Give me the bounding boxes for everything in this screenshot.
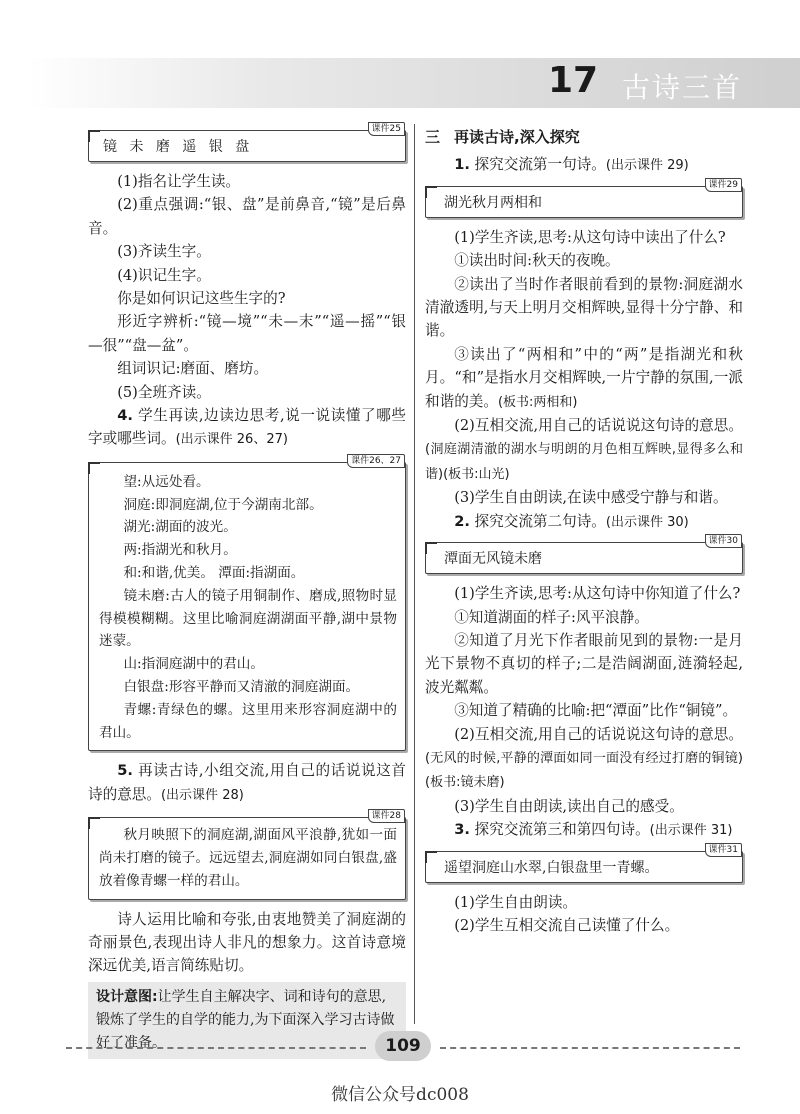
step-1 bbox=[425, 153, 743, 177]
item: 你是如何识记这些生字的? bbox=[117, 290, 286, 308]
card-text: 遥望洞庭山水翠,白银盘里一青螺。 bbox=[444, 859, 659, 876]
card-text: 镜 未 磨 遥 银 盘 bbox=[103, 139, 254, 155]
item: (1)学生自由朗读。 bbox=[454, 893, 578, 911]
lesson-number: 17 bbox=[548, 60, 599, 101]
step-text: 学生再读,边读边思考,说一说读懂了哪些字或哪些词。 bbox=[88, 407, 407, 448]
item: ①读出时间:秋天的夜晚。 bbox=[454, 252, 620, 270]
definition: 镜未磨:古人的镜子用铜制作、磨成,照物时显得模模糊糊。这里比喻洞庭湖湖面平静,湖中景物迷蒙。 bbox=[99, 587, 397, 650]
courseware-card-26-27 bbox=[88, 455, 406, 752]
item: 组词识记:磨面、磨坊。 bbox=[117, 360, 269, 378]
design-intent-text: 让学生自主解决字、词和诗句的意思,锻炼了学生的自学的能力,为下面深入学习古诗做好了准备。 bbox=[96, 988, 395, 1051]
courseware-tag: 课件26、27 bbox=[347, 454, 405, 468]
item: (1)指名让学生读。 bbox=[117, 173, 241, 190]
step-5 bbox=[88, 759, 406, 807]
section-heading bbox=[425, 126, 743, 149]
item: (2)重点强调:“银、盘”是前鼻音,“镜”是后鼻音。 bbox=[88, 196, 406, 237]
item: ②读出了当时作者眼前看到的景物:洞庭湖水清澈透明,与天上明月交相辉映,显得十分宁静、和谐。 bbox=[425, 275, 743, 340]
item: ③知道了精确的比喻:把“潭面”比作“铜镜”。 bbox=[454, 702, 738, 720]
item: (1)学生齐读,思考:从这句诗中你知道了什么? bbox=[454, 585, 741, 603]
courseware-ref: (出示课件 31) bbox=[649, 823, 733, 839]
step-number: 2. bbox=[454, 512, 470, 530]
item-text: (2)互相交流,用自己的话说说这句诗的意思。 bbox=[454, 725, 743, 743]
courseware-tag: 课件25 bbox=[368, 122, 405, 136]
definition: 山:指洞庭湖中的君山。 bbox=[123, 656, 264, 673]
explanation-note: (无风的时候,平静的潭面如同一面没有经过打磨的铜镜)(板书:镜未磨) bbox=[425, 750, 743, 791]
item: (1)学生齐读,思考:从这句诗中读出了什么? bbox=[454, 228, 726, 246]
lesson-title: 古诗三首 bbox=[622, 71, 743, 104]
definition: 湖光:湖面的波光。 bbox=[123, 519, 237, 536]
card-text: 湖光秋月两相和 bbox=[444, 194, 542, 211]
definition: 两:指湖光和秋月。 bbox=[123, 542, 237, 559]
item: (2)学生互相交流自己读懂了什么。 bbox=[454, 916, 680, 934]
card-text: 秋月映照下的洞庭湖,湖面风平浪静,犹如一面尚未打磨的镜子。远远望去,洞庭湖如同白银盘,盛放着像青螺一样的君山。 bbox=[99, 827, 397, 889]
card-text: 潭面无风镜未磨 bbox=[444, 551, 542, 568]
left-column bbox=[88, 124, 406, 1059]
definition: 和:和谐,优美。 潭面:指湖面。 bbox=[123, 565, 305, 582]
right-column bbox=[425, 124, 743, 937]
courseware-tag: 课件31 bbox=[705, 843, 742, 857]
step-4 bbox=[88, 404, 406, 452]
item-text: ③读出了“两相和”中的“两”是指湖光和秋月。“和”是指水月交相辉映,一片宁静的氛围,一派和谐的美。 bbox=[425, 345, 743, 410]
step-3 bbox=[425, 818, 743, 842]
step-number: 1. bbox=[454, 156, 470, 174]
step-number: 3. bbox=[454, 821, 470, 839]
board-note: (板书:两相和) bbox=[497, 394, 578, 410]
footer-dash-left bbox=[66, 1047, 366, 1049]
courseware-card-28 bbox=[88, 811, 406, 899]
item: ①知道湖面的样子:风平浪静。 bbox=[454, 608, 649, 626]
courseware-card-30 bbox=[425, 536, 743, 574]
item: (3)学生自由朗读,在读中感受宁静与和谐。 bbox=[454, 489, 728, 507]
courseware-ref: (出示课件 30) bbox=[605, 514, 689, 530]
footer-dash-right bbox=[440, 1047, 740, 1049]
item: (3)学生自由朗读,读出自己的感受。 bbox=[454, 797, 684, 815]
page-number: 109 bbox=[375, 1031, 431, 1061]
definition: 洞庭:即洞庭湖,位于今湖南北部。 bbox=[123, 496, 323, 513]
definition: 青螺:青绿色的螺。这里用来形容洞庭湖中的君山。 bbox=[99, 701, 397, 741]
watermark: 微信公众号dc008 bbox=[331, 1085, 469, 1105]
item: 形近字辨析:“镜—境”“未—末”“遥—摇”“银—很”“盘—盆”。 bbox=[88, 313, 406, 354]
step-2 bbox=[425, 510, 743, 534]
courseware-tag: 课件28 bbox=[368, 809, 405, 823]
step-number: 4. bbox=[117, 407, 133, 425]
step-text: 探究交流第三和第四句诗。 bbox=[474, 821, 650, 839]
courseware-ref: (出示课件 26、27) bbox=[175, 432, 288, 448]
courseware-card-31 bbox=[425, 844, 743, 883]
step-text: 探究交流第一句诗。 bbox=[474, 156, 606, 174]
definition: 白银盘:形容平静而又清澈的洞庭湖面。 bbox=[123, 679, 360, 696]
step-text: 探究交流第二句诗。 bbox=[474, 512, 606, 530]
item: (4)识记生字。 bbox=[117, 266, 211, 284]
courseware-ref: (出示课件 29) bbox=[605, 158, 689, 174]
step-text: 再读古诗,小组交流,用自己的话说说这首诗的意思。 bbox=[88, 762, 407, 803]
item bbox=[425, 723, 743, 795]
explanation-note: (洞庭湖清澈的湖水与明朗的月色相互辉映,显得多么和谐)(板书:山光) bbox=[425, 442, 743, 482]
column-divider bbox=[414, 124, 415, 1024]
courseware-tag: 课件30 bbox=[705, 534, 742, 548]
step-number: 5. bbox=[117, 762, 133, 780]
item: (3)齐读生字。 bbox=[117, 243, 211, 261]
courseware-card-25 bbox=[88, 124, 406, 162]
item bbox=[425, 414, 743, 486]
courseware-ref: (出示课件 28) bbox=[160, 787, 244, 803]
courseware-card-29 bbox=[425, 179, 743, 218]
summary-paragraph: 诗人运用比喻和夸张,由衷地赞美了洞庭湖的奇丽景色,表现出诗人非凡的想象力。这首诗意境深远优美,语言简练贴切。 bbox=[88, 910, 406, 975]
item-text: (2)互相交流,用自己的话说说这句诗的意思。 bbox=[454, 417, 743, 435]
item: ②知道了月光下作者眼前见到的景物:一是月光下景物不真切的样子;二是浩阔湖面,涟漪轻起,波光粼粼。 bbox=[425, 631, 743, 696]
courseware-tag: 课件29 bbox=[705, 178, 742, 192]
section-number: 三 bbox=[425, 128, 441, 146]
definition: 望:从远处看。 bbox=[123, 473, 210, 490]
design-intent-label: 设计意图: bbox=[96, 988, 158, 1005]
item bbox=[425, 343, 743, 414]
item: (5)全班齐读。 bbox=[117, 383, 211, 401]
section-title: 再读古诗,深入探究 bbox=[454, 128, 580, 146]
